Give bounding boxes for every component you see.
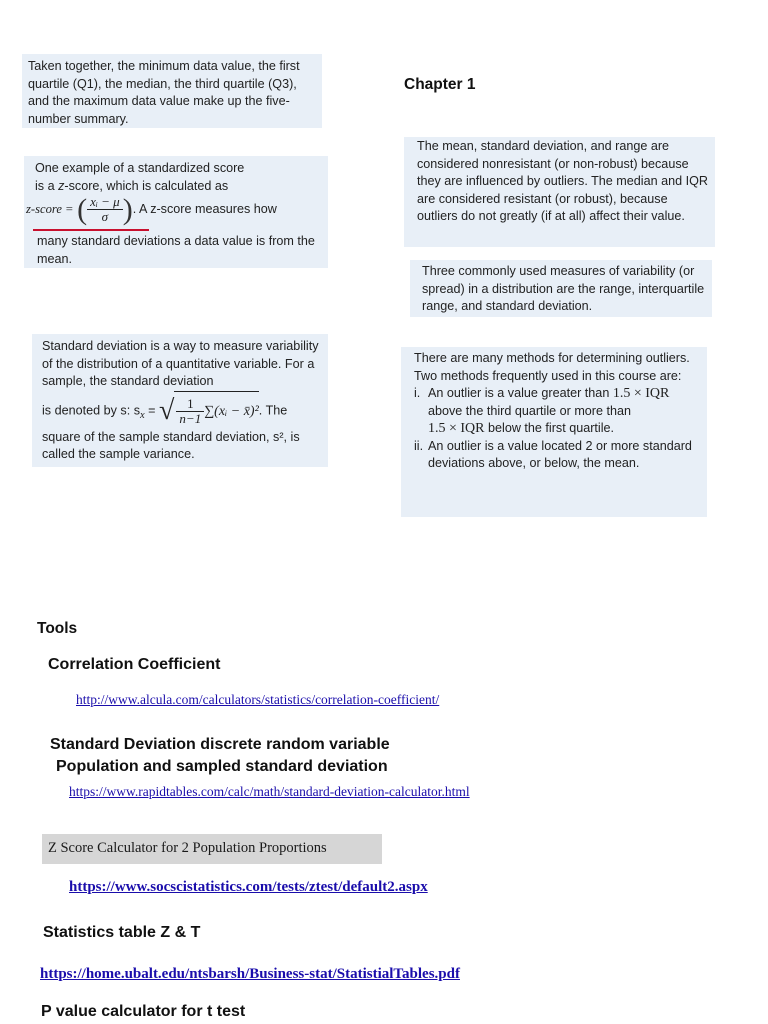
outliers-intro: There are many methods for determining outliers. Two methods frequently used in this course are: — [414, 351, 690, 383]
red-underline — [33, 229, 149, 231]
list-marker: i. — [414, 386, 421, 400]
std-dev-denoted: is denoted by s: s — [42, 402, 141, 417]
zscore-box — [24, 156, 328, 268]
outlier-text: An outlier is a value greater than — [428, 386, 613, 400]
zscore-calculator-title: Z Score Calculator for 2 Population Proportions — [42, 834, 382, 864]
zscore-numerator: xᵢ − μ — [87, 195, 123, 210]
stddev-title-1: Standard Deviation discrete random variable — [50, 736, 390, 753]
zscore-fraction — [87, 195, 123, 224]
zscore-intro-part2: -score, which is calculated as — [64, 178, 229, 193]
std-dev-frac-den: n−1 — [179, 411, 202, 427]
outlier-method-1 — [428, 385, 701, 438]
outlier-math: 1.5 × IQR — [612, 386, 670, 401]
zscore-after: . A z-score measures how — [132, 201, 277, 216]
zscore-intro-z: z — [58, 178, 65, 193]
five-number-summary-box — [22, 54, 322, 128]
std-dev-text-3: square of the sample standard deviation, s², is called the sample variance. — [42, 429, 300, 461]
outliers-list — [414, 385, 701, 473]
stat-tables-title: Statistics table Z & T — [43, 924, 201, 941]
std-dev-fraction — [176, 397, 204, 426]
stddev-title-2: Population and sampled standard deviation — [56, 758, 388, 775]
nonresistant-text: The mean, standard deviation, and range are considered nonresistant (or non-robust) because they are influenced by outliers. The median and IQR are considered resistant (or robust), because outliers do not greatly (if at all) affect their value. — [417, 139, 708, 223]
std-dev-sub-x: x — [140, 409, 145, 421]
std-dev-frac-num: 1 — [176, 397, 204, 412]
stddev-link[interactable]: https://www.rapidtables.com/calc/math/standard-deviation-calculator.html — [69, 784, 470, 799]
list-item — [414, 385, 701, 438]
zscore-rest: many standard deviations a data value is from the mean. — [37, 234, 315, 266]
paren-left: ( — [77, 192, 88, 226]
outliers-box — [401, 347, 707, 517]
zscore-lhs: z-score = — [26, 201, 74, 216]
std-dev-text-1: Standard deviation is a way to measure variability of the distribution of a quantitative variable. For a sample, the standard deviation — [42, 339, 319, 388]
list-marker: ii. — [414, 438, 424, 453]
std-dev-formula-line — [42, 391, 322, 429]
outlier-method-2: An outlier is a value located 2 or more standard deviations above, or below, the mean. — [428, 438, 692, 470]
outlier-text: above the third quartile or more than — [428, 403, 632, 418]
correlation-title: Correlation Coefficient — [48, 656, 221, 673]
outlier-math: 1.5 × IQR — [428, 421, 485, 436]
variability-text: Three commonly used measures of variability (or spread) in a distribution are the range, interquartile range, and standard deviation. — [422, 264, 705, 313]
zscore-intro-line1: One example of a standardized score — [35, 161, 245, 175]
outlier-text: below the first quartile. — [484, 421, 615, 435]
tools-heading: Tools — [37, 620, 78, 637]
correlation-link[interactable]: http://www.alcula.com/calculators/statistics/correlation-coefficient/ — [76, 692, 440, 707]
std-dev-box — [32, 334, 328, 467]
zscore-denominator: σ — [101, 209, 109, 224]
sqrt-symbol: √ $\frac{1}{n-1}$ ∑(xᵢ − x̄)² — [159, 391, 259, 431]
paren-right: ) — [122, 192, 133, 226]
list-item — [414, 438, 701, 473]
std-dev-the: . The — [258, 402, 288, 417]
variability-box — [410, 260, 712, 317]
zscore-calculator-link[interactable]: https://www.socscistatistics.com/tests/ztest/default2.aspx — [69, 879, 428, 895]
stat-tables-link[interactable]: https://home.ubalt.edu/ntsbarsh/Business-stat/StatistialTables.pdf — [40, 966, 460, 982]
nonresistant-box — [404, 137, 715, 247]
five-number-summary-text: Taken together, the minimum data value, the first quartile (Q1), the median, the third quartile (Q3), and the maximum data value make up the five-number summary. — [28, 59, 300, 126]
zscore-intro-part: is a — [35, 178, 59, 193]
p-value-title: P value calculator for t test — [41, 1003, 246, 1020]
std-dev-equals: = — [144, 402, 160, 417]
chapter-heading: Chapter 1 — [404, 76, 476, 93]
std-dev-sum: ∑(xᵢ − x̄)² — [204, 403, 259, 419]
